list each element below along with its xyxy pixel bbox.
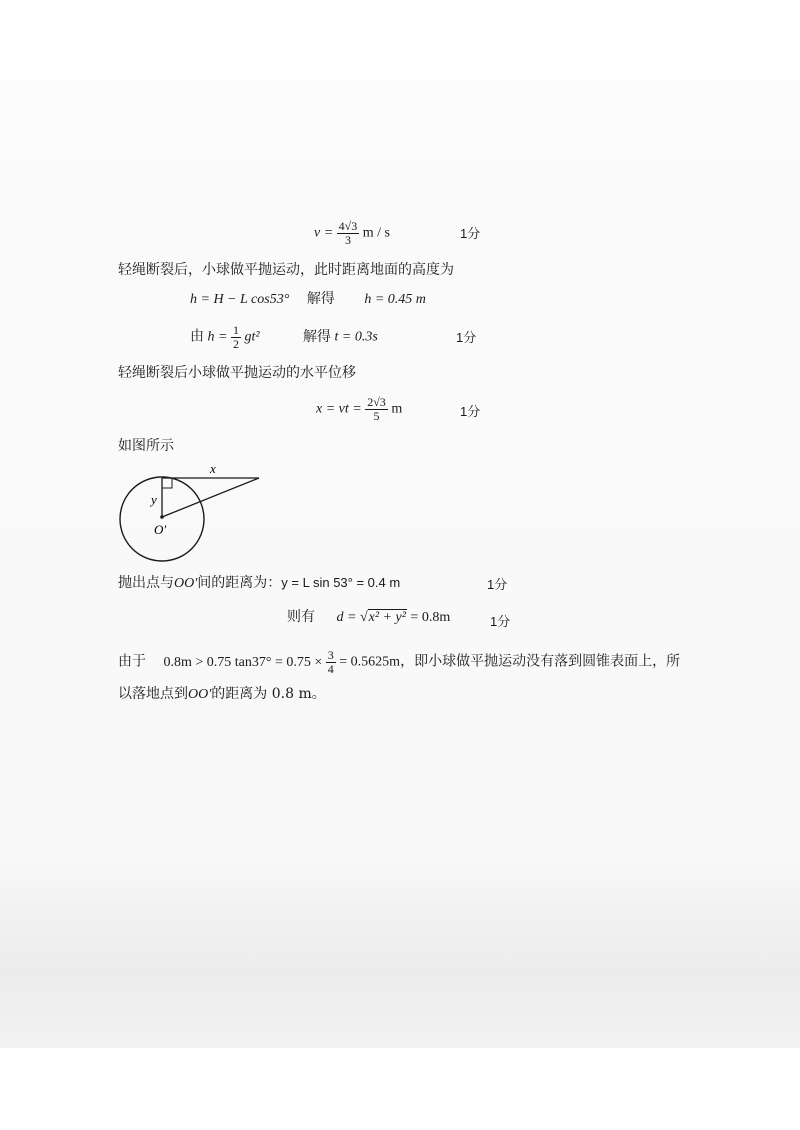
- velocity-fraction: $\frac{4√3}{3}$: [338, 219, 358, 247]
- text-line-6: 以落地点到OO′的距离为 0.8 m。: [118, 686, 326, 702]
- slant-line: [162, 478, 259, 517]
- text-line-3: 如图所示: [118, 438, 174, 454]
- score-1: 1分: [460, 226, 481, 241]
- score-2: 1分: [456, 330, 477, 345]
- comparison-line: 由于 0.8m > 0.75 tan37° = 0.75 × $\frac{3}{4}$ = 0.5625m，即小球做平抛运动没有落到圆锥表面上，所: [118, 648, 681, 676]
- circle-geometry-diagram: [118, 456, 268, 568]
- score-3: 1分: [460, 404, 481, 419]
- distance-equation: 则有 d = √x² + y² = 0.8m: [287, 610, 451, 625]
- height-equation: h = H − L cos53° 解得 h = 0.45 m: [190, 292, 426, 307]
- label-y: y: [151, 492, 157, 507]
- text-line-2: 轻绳断裂后小球做平抛运动的水平位移: [118, 365, 356, 381]
- label-x: x: [210, 461, 216, 476]
- text-line-4: 抛出点与OO′间的距离为：y = L sin 53° = 0.4 m: [118, 575, 401, 591]
- displacement-equation: x = vt = $\frac{2√3}{5}$ m: [316, 395, 403, 423]
- score-5: 1分: [490, 614, 511, 629]
- velocity-equation: v = $\frac{4√3}{3}$ m / s: [314, 219, 390, 247]
- half-fraction: $\frac{1}{2}$: [232, 323, 239, 351]
- three-quarters-fraction: $\frac{3}{4}$: [327, 648, 334, 676]
- label-o-prime: O′: [154, 522, 167, 537]
- center-point: [160, 515, 164, 519]
- document-page: [0, 80, 800, 1048]
- score-4: 1分: [487, 577, 508, 592]
- right-angle-mark: [162, 478, 172, 488]
- text-line-1: 轻绳断裂后，小球做平抛运动，此时距离地面的高度为: [118, 262, 454, 278]
- time-equation: 由 h = $\frac{1}{2}$ gt² 解得 t = 0.3s: [190, 323, 378, 351]
- displacement-fraction: $\frac{2√3}{5}$: [367, 395, 386, 423]
